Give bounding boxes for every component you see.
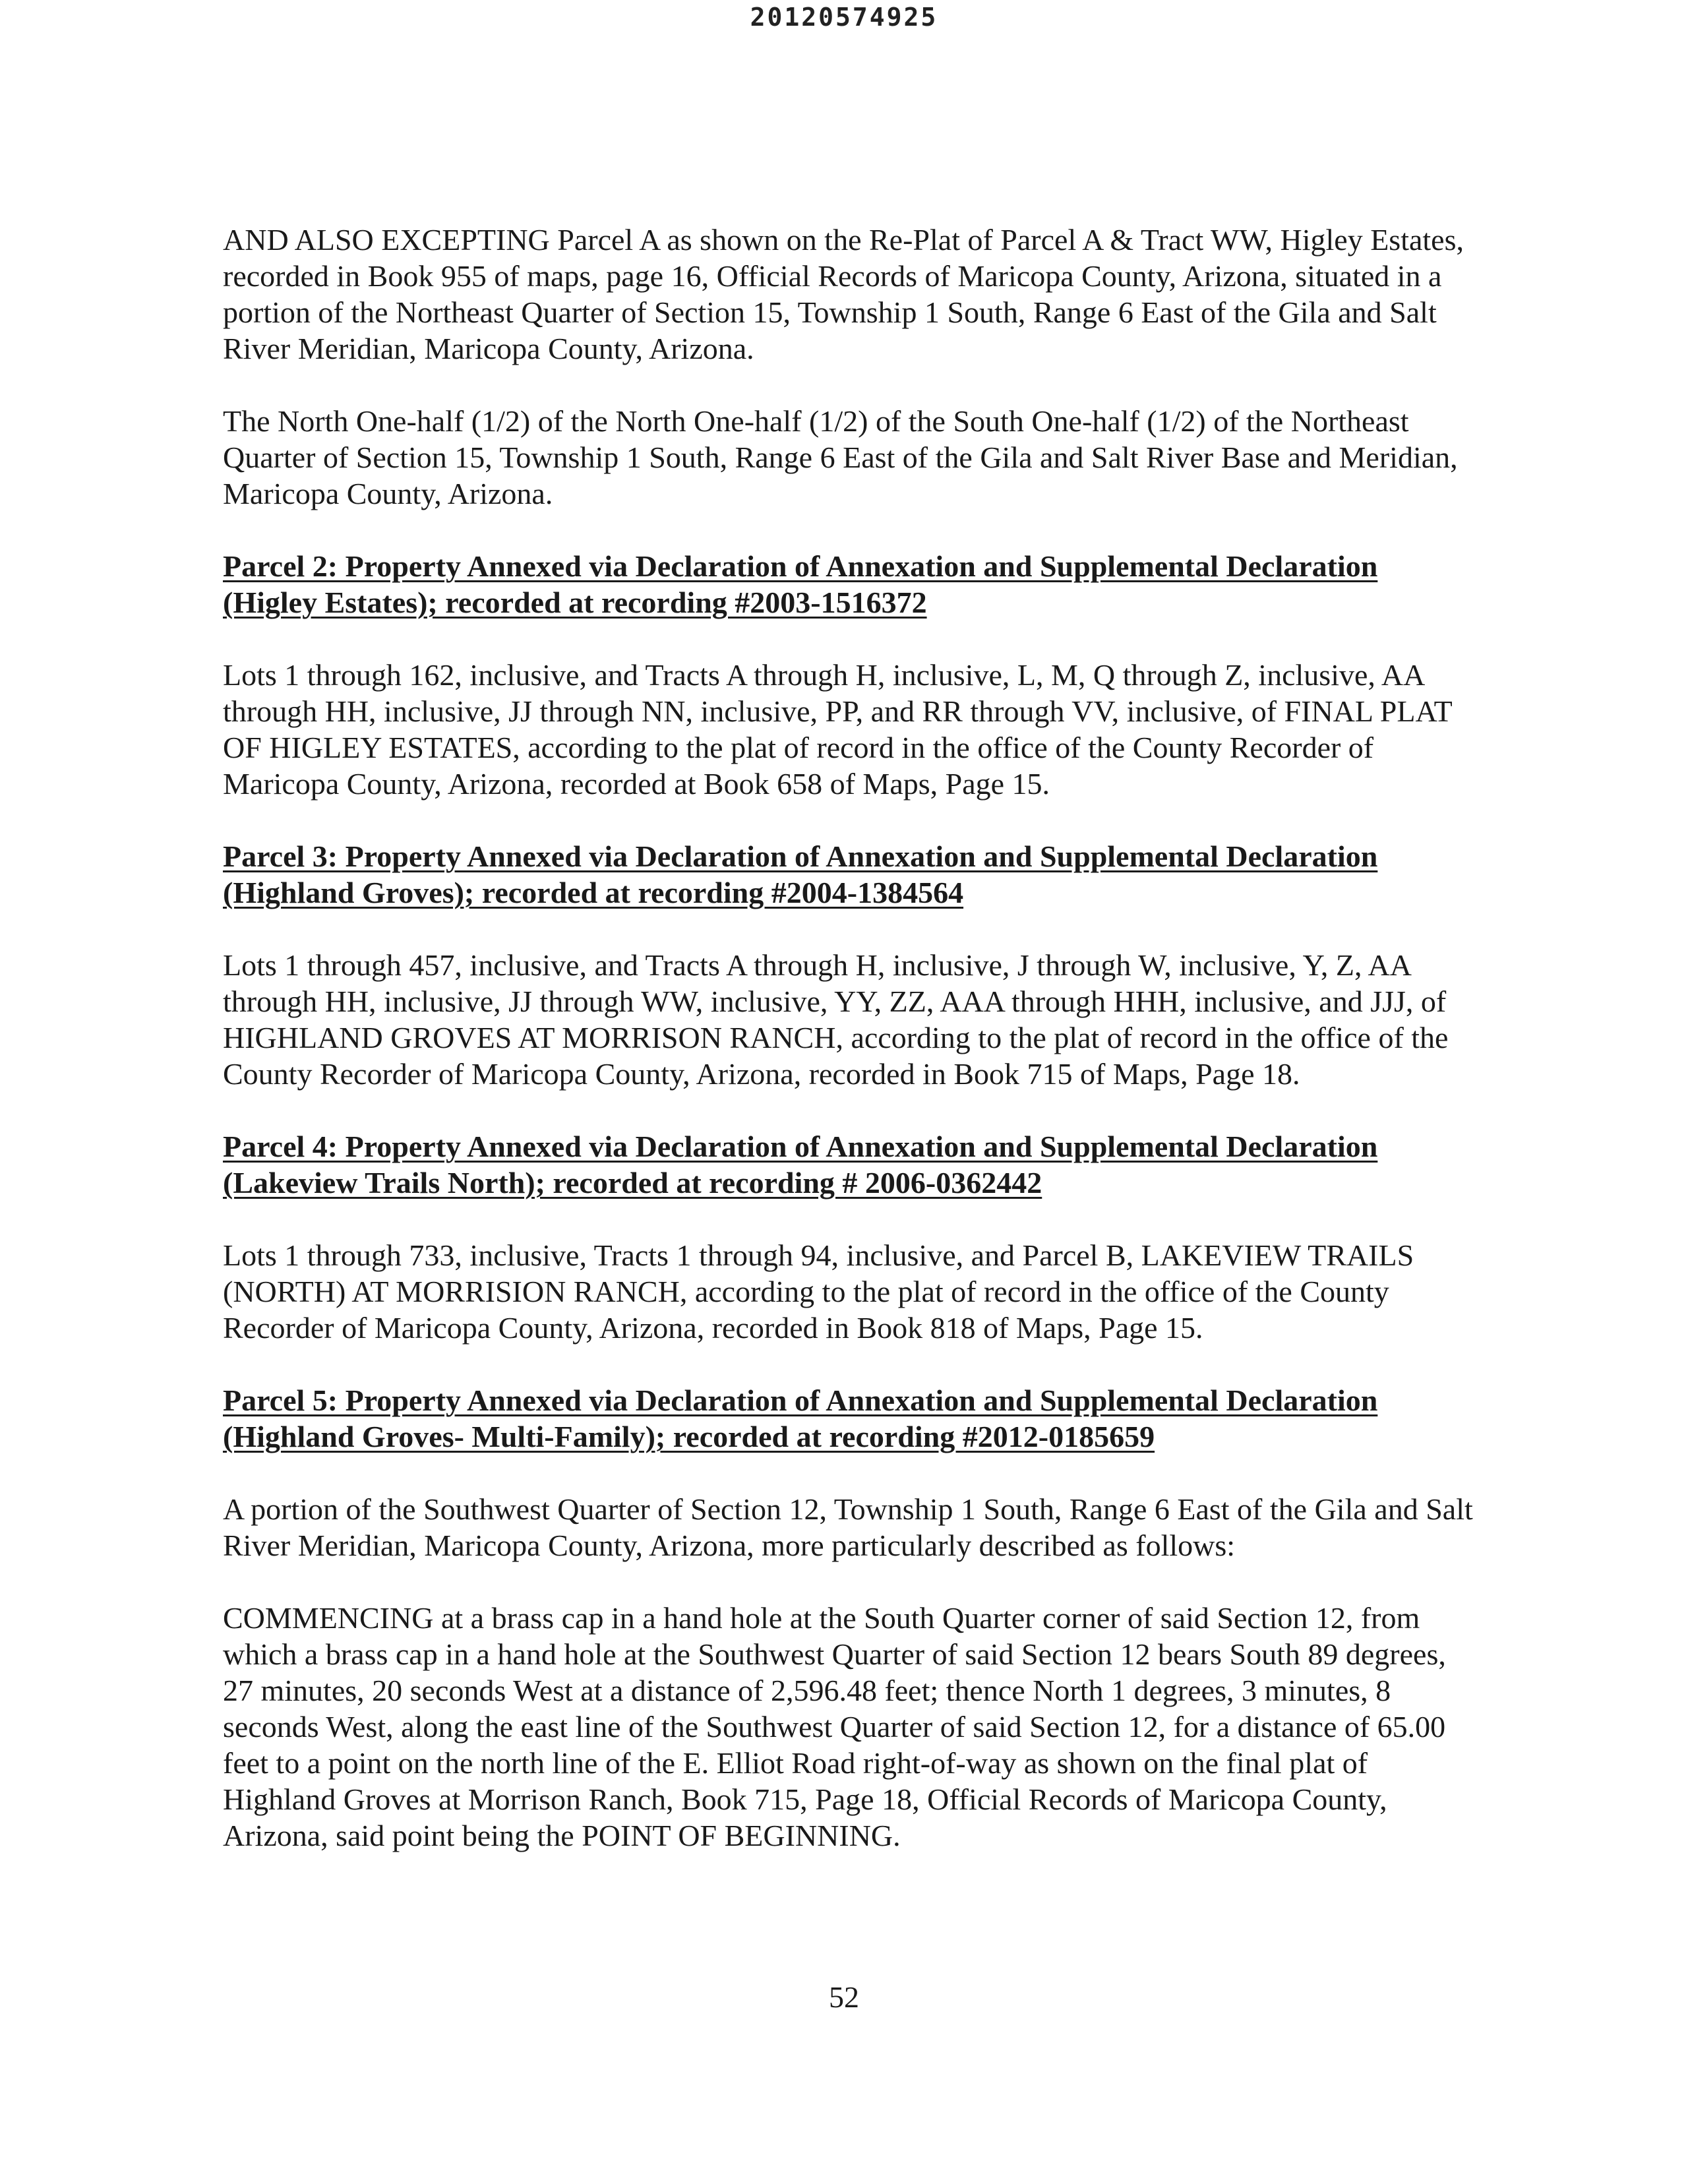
document-number: 20120574925 [750,3,938,32]
heading-parcel-2: Parcel 2: Property Annexed via Declaration of Annexation and Supplemental Declaration (Higley Estates); recorded at recording #2003-1516372 [223,549,1378,619]
heading-parcel-4: Parcel 4: Property Annexed via Declaration of Annexation and Supplemental Declaration (Lakeview Trails North); recorded at recording # 2006-0362442 [223,1130,1378,1199]
paragraph-parcel-5-intro: A portion of the Southwest Quarter of Section 12, Township 1 South, Range 6 East of the Gila and Salt River Meridian, Maricopa County, Arizona, more particularly described as follows: [223,1492,1473,1562]
page-number: 52 [829,1980,859,2014]
paragraph-parcel-2-description: Lots 1 through 162, inclusive, and Tracts A through H, inclusive, L, M, Q through Z, inclusive, AA through HH, inclusive, JJ through NN, inclusive, PP, and RR through VV, inclusive, of FINAL PLAT OF HIGLEY ESTATES, according to the plat of record in the office of the County Recorder of Maricopa County, Arizona, recorded at Book 658 of Maps, Page 15. [223,658,1452,801]
heading-parcel-3: Parcel 3: Property Annexed via Declaration of Annexation and Supplemental Declaration (Highland Groves); recorded at recording #2004-1384564 [223,839,1378,909]
paragraph-parcel-3-description: Lots 1 through 457, inclusive, and Tracts A through H, inclusive, J through W, inclusive, Y, Z, AA through HH, inclusive, JJ through WW, inclusive, YY, ZZ, AAA through HHH, inclusive, and JJJ, of HIGHLAND GROVES AT MORRISON RANCH, according to the plat of record in the office of the County Recorder of Maricopa County, Arizona, recorded in Book 715 of Maps, Page 18. [223,948,1449,1091]
paragraph-north-one-half: The North One-half (1/2) of the North One-half (1/2) of the South One-half (1/2) of the Northeast Quarter of Section 15, Township 1 South, Range 6 East of the Gila and Salt River Base and Meridian, Maricopa County, Arizona. [223,404,1458,510]
paragraph-parcel-4-description: Lots 1 through 733, inclusive, Tracts 1 through 94, inclusive, and Parcel B, LAKEVIEW TRAILS (NORTH) AT MORRISION RANCH, according to the plat of record in the office of the County Recorder of Maricopa County, Arizona, recorded in Book 818 of Maps, Page 15. [223,1238,1414,1345]
document-body [223,222,1476,1890]
heading-parcel-5: Parcel 5: Property Annexed via Declaration of Annexation and Supplemental Declaration (Highland Groves- Multi-Family); recorded at recording #2012-0185659 [223,1383,1378,1453]
paragraph-parcel-5-commencing: COMMENCING at a brass cap in a hand hole at the South Quarter corner of said Section 12, from which a brass cap in a hand hole at the Southwest Quarter of said Section 12 bears South 89 degrees, 27 minutes, 20 seconds West at a distance of 2,596.48 feet; thence North 1 degrees, 3 minutes, 8 seconds West, along the east line of the Southwest Quarter of said Section 12, for a distance of 65.00 feet to a point on the north line of the E. Elliot Road right-of-way as shown on the final plat of Highland Groves at Morrison Ranch, Book 715, Page 18, Official Records of Maricopa County, Arizona, said point being the POINT OF BEGINNING. [223,1601,1446,1852]
paragraph-excepting-parcel-a: AND ALSO EXCEPTING Parcel A as shown on the Re-Plat of Parcel A & Tract WW, Higley Estates, recorded in Book 955 of maps, page 16, Official Records of Maricopa County, Arizona, situated in a portion of the Northeast Quarter of Section 15, Township 1 South, Range 6 East of the Gila and Salt River Meridian, Maricopa County, Arizona. [223,223,1464,365]
